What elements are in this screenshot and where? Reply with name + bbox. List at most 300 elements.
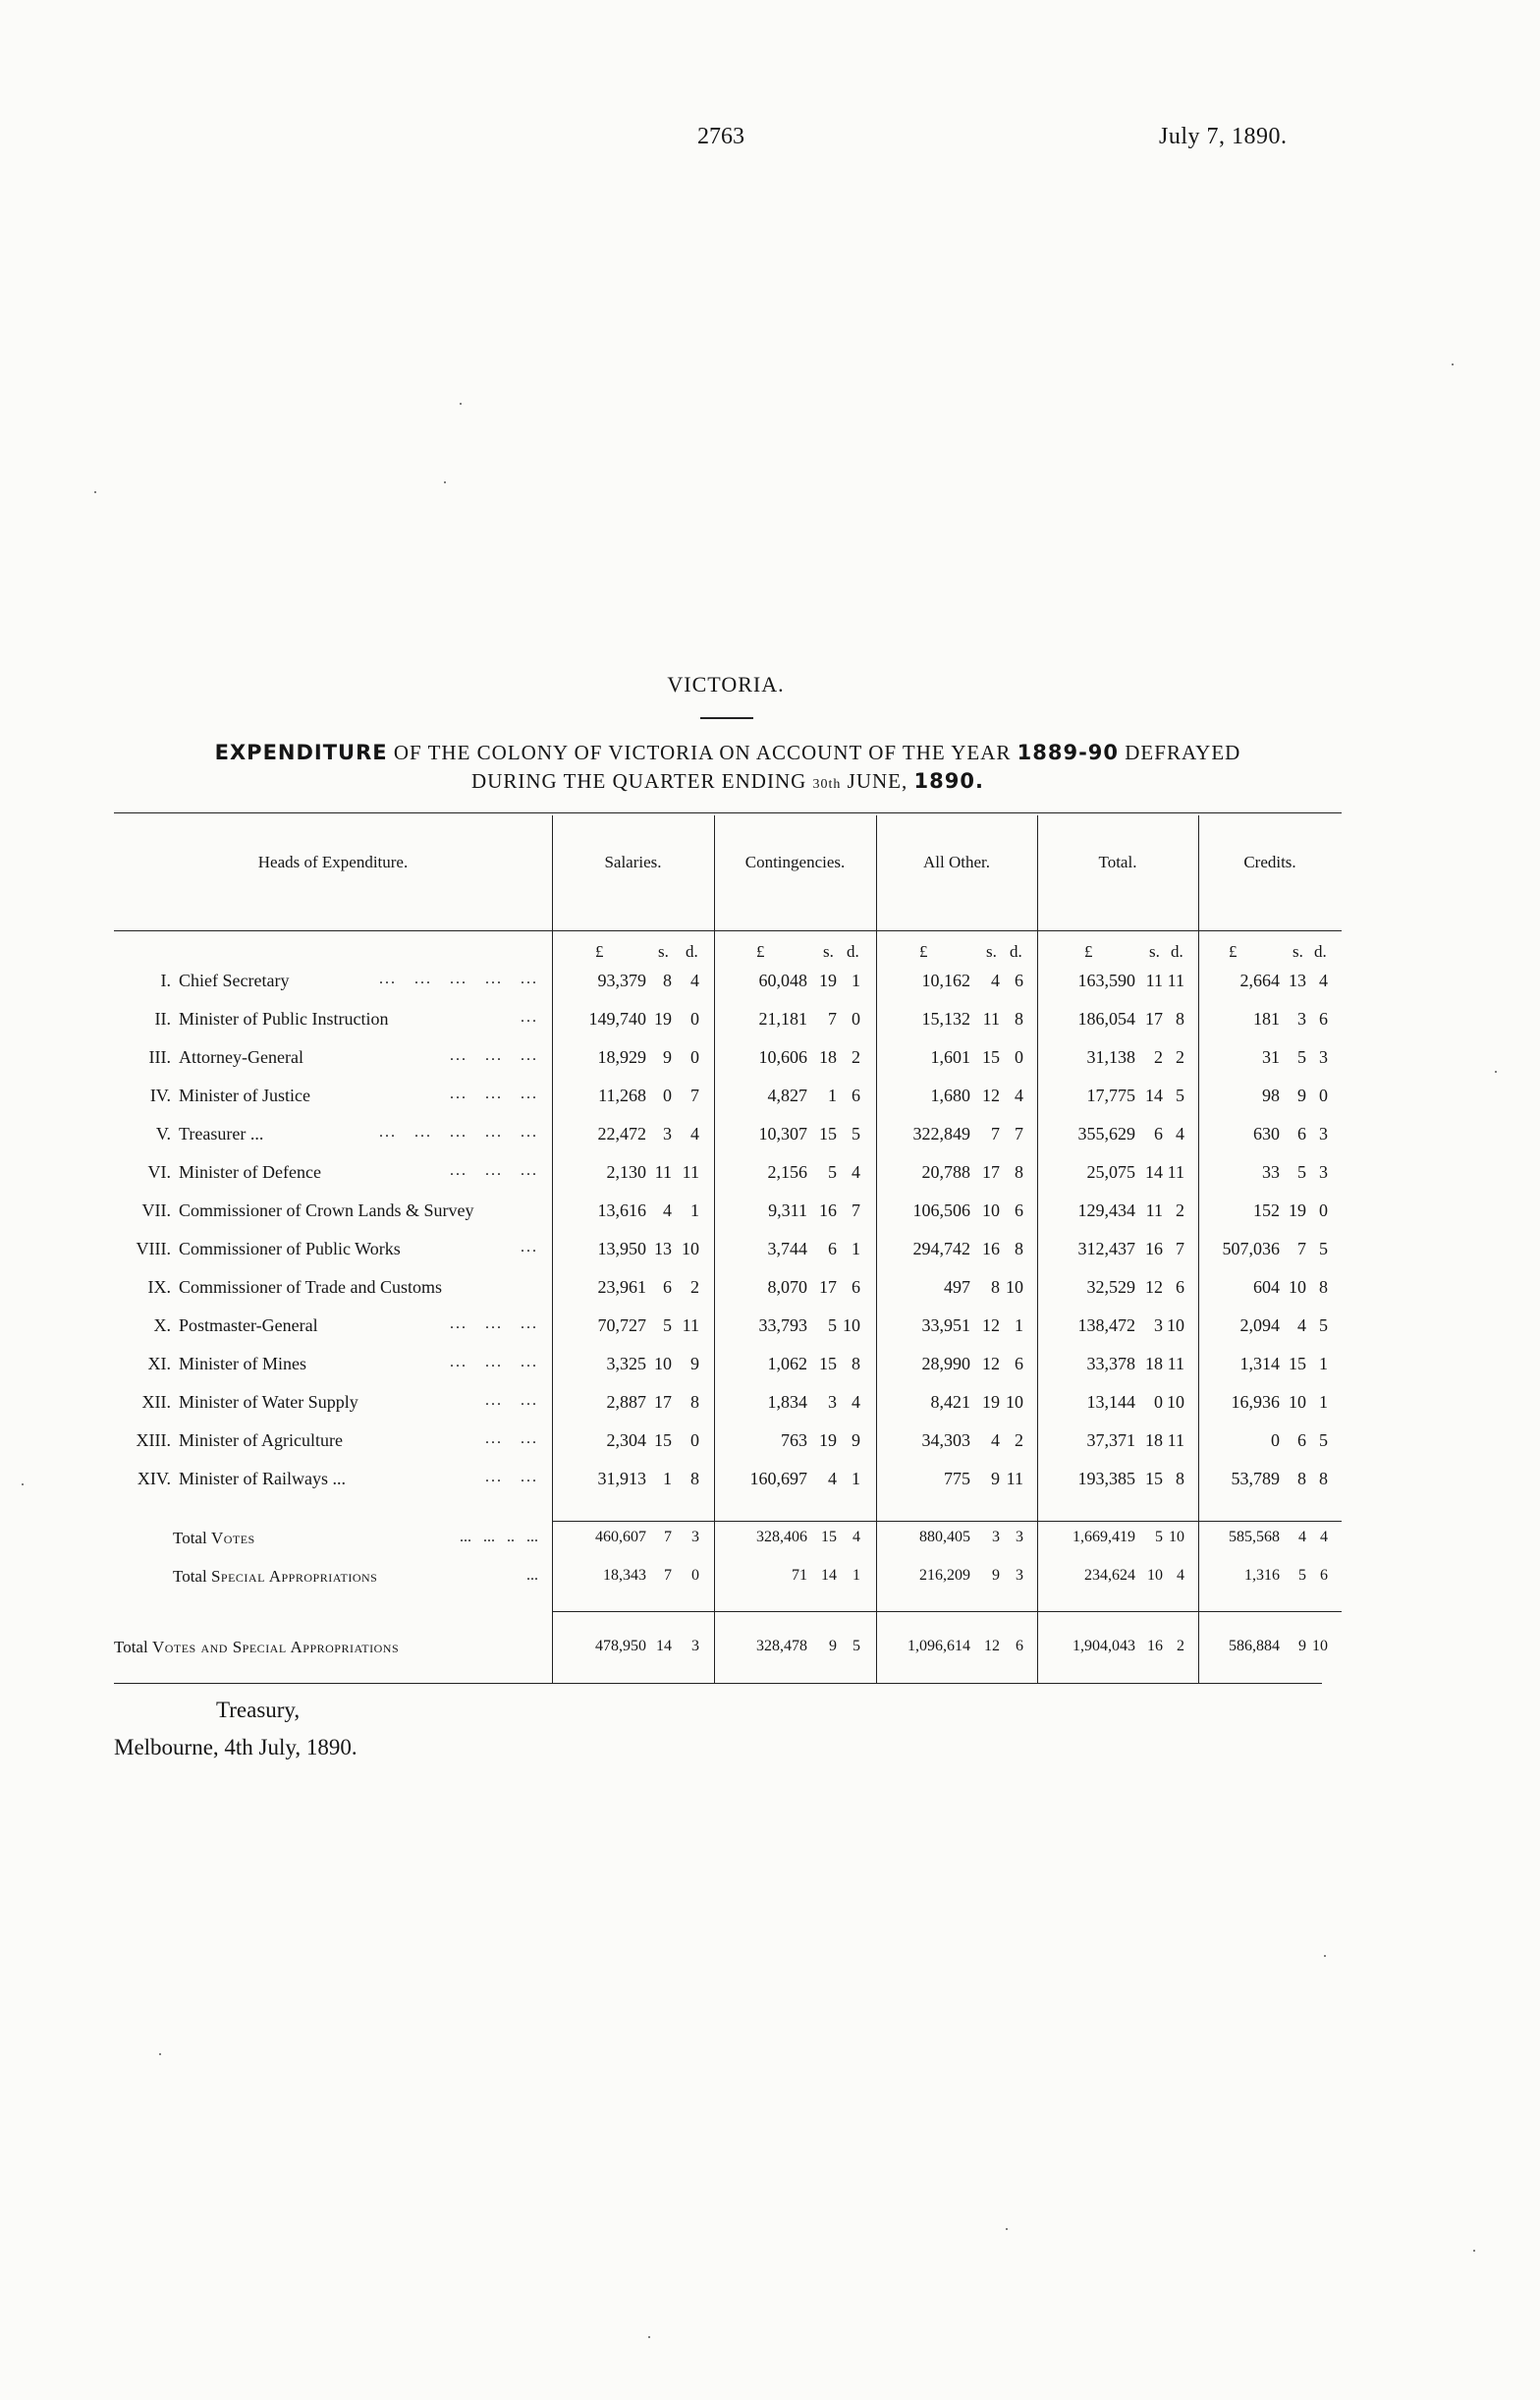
tot-pence: 10 [1167,1315,1184,1335]
tot-pence: 10 [1169,1529,1184,1545]
tot-pence: 2 [1176,1200,1184,1220]
oth-pence: 11 [1006,1469,1023,1488]
cred-shillings: 9 [1298,1638,1306,1654]
cred-shillings: 10 [1289,1277,1306,1297]
cred-pence: 8 [1319,1469,1328,1488]
sal-pounds: 2,887 [606,1392,646,1412]
con-pounds: 4,827 [767,1086,807,1105]
cred-shillings: 13 [1289,971,1306,990]
row-numeral: XI. [147,1354,171,1373]
tot-shillings: 18 [1145,1354,1163,1373]
totals-label-kind: Votes [210,1529,255,1547]
tot-pence: 7 [1176,1239,1184,1258]
con-pence: 1 [852,1567,860,1584]
tot-pounds: 17,775 [1086,1086,1135,1105]
pound-sign: £ [1229,942,1238,961]
tot-pounds: 31,138 [1086,1047,1135,1067]
scan-speck [1452,363,1454,365]
shilling-sign: s. [823,942,834,961]
pence-sign: d. [1010,942,1022,961]
row-leader-dots: ... ... ... [450,1162,538,1179]
sal-pounds: 23,961 [597,1277,646,1297]
sal-pence: 7 [690,1086,699,1105]
con-pounds: 71 [792,1567,807,1584]
cred-shillings: 10 [1289,1392,1306,1412]
sal-shillings: 14 [656,1638,672,1654]
con-pence: 4 [852,1392,860,1412]
oth-shillings: 9 [991,1469,1000,1488]
sal-shillings: 4 [663,1200,672,1220]
cred-pounds: 2,664 [1239,971,1280,990]
tot-pence: 11 [1167,1162,1184,1182]
oth-shillings: 10 [982,1200,1000,1220]
oth-pence: 1 [1015,1315,1023,1335]
grand-total-label [114,1638,399,1657]
tot-shillings: 11 [1145,1200,1163,1220]
scan-speck [22,1483,24,1485]
oth-pounds: 1,680 [930,1086,970,1105]
sal-pounds: 13,950 [597,1239,646,1258]
cred-pounds: 586,884 [1229,1638,1280,1654]
scan-speck [1473,2250,1475,2252]
tot-pounds: 37,371 [1086,1430,1135,1450]
con-pence: 5 [852,1124,860,1144]
signature-place-date: Melbourne, 4th July, 1890. [114,1735,358,1759]
sal-pounds: 13,616 [597,1200,646,1220]
pence-sign: d. [686,942,698,961]
sal-shillings: 6 [663,1277,672,1297]
sal-shillings: 1 [663,1469,672,1488]
sal-pence: 11 [682,1162,699,1182]
row-numeral: X. [153,1315,171,1335]
oth-shillings: 4 [991,1430,1000,1450]
sal-pence: 3 [691,1529,699,1545]
cred-pounds: 31 [1262,1047,1280,1067]
oth-shillings: 4 [991,971,1000,990]
cred-pounds: 507,036 [1222,1239,1280,1258]
con-shillings: 7 [828,1009,837,1029]
con-shillings: 19 [819,1430,837,1450]
sal-shillings: 0 [663,1086,672,1105]
oth-shillings: 3 [992,1529,1000,1545]
con-shillings: 18 [819,1047,837,1067]
con-pounds: 10,307 [758,1124,807,1144]
con-pounds: 328,406 [756,1529,807,1545]
con-shillings: 15 [819,1124,837,1144]
oth-pounds: 33,951 [921,1315,970,1335]
sal-shillings: 7 [664,1529,672,1545]
tot-pounds: 13,144 [1086,1392,1135,1412]
pence-sign: d. [1171,942,1183,961]
con-pounds: 1,834 [767,1392,807,1412]
con-pounds: 8,070 [767,1277,807,1297]
cred-shillings: 5 [1298,1567,1306,1584]
grand-total-kind: Votes and Special Appropriations [151,1638,400,1656]
con-shillings: 15 [821,1529,837,1545]
cred-pounds: 181 [1253,1009,1280,1029]
cred-shillings: 15 [1289,1354,1306,1373]
shilling-sign: s. [986,942,997,961]
cred-pence: 4 [1319,971,1328,990]
oth-pence: 0 [1015,1047,1023,1067]
sal-shillings: 15 [654,1430,672,1450]
con-pence: 7 [852,1200,860,1220]
sal-pounds: 11,268 [598,1086,646,1105]
row-numeral: VII. [141,1200,171,1220]
oth-pounds: 322,849 [912,1124,970,1144]
totals-label [173,1529,255,1548]
cred-pence: 5 [1319,1315,1328,1335]
tot-shillings: 6 [1154,1124,1163,1144]
row-head: Chief Secretary [179,971,290,990]
con-pounds: 160,697 [749,1469,807,1488]
cred-shillings: 6 [1297,1124,1306,1144]
tot-pounds: 129,434 [1077,1200,1135,1220]
cred-shillings: 9 [1297,1086,1306,1105]
sal-pence: 0 [691,1567,699,1584]
tot-pounds: 163,590 [1077,971,1135,990]
pound-sign: £ [919,942,928,961]
oth-pence: 10 [1006,1277,1023,1297]
cred-pence: 4 [1320,1529,1328,1545]
sal-pounds: 18,929 [597,1047,646,1067]
oth-pence: 3 [1016,1529,1023,1545]
oth-pence: 8 [1015,1239,1023,1258]
sal-shillings: 8 [663,971,672,990]
tot-shillings: 18 [1145,1430,1163,1450]
tot-shillings: 11 [1145,971,1163,990]
tot-pence: 6 [1176,1277,1184,1297]
row-head: Minister of Railways ... [179,1469,346,1488]
sal-pence: 4 [690,971,699,990]
col-credits: Credits. [1243,853,1296,871]
con-pence: 5 [852,1638,860,1654]
oth-pounds: 106,506 [912,1200,970,1220]
tot-pounds: 312,437 [1077,1239,1135,1258]
scan-speck [1495,1071,1497,1073]
sal-pounds: 3,325 [606,1354,646,1373]
oth-shillings: 19 [982,1392,1000,1412]
signature-treasury: Treasury, [216,1698,301,1722]
col-all-other: All Other. [923,853,990,871]
sal-shillings: 10 [654,1354,672,1373]
col-heads-of-expenditure: Heads of Expenditure. [257,853,409,871]
con-shillings: 16 [819,1200,837,1220]
cred-pounds: 33 [1262,1162,1280,1182]
con-pence: 4 [852,1529,860,1545]
tot-pounds: 1,669,419 [1072,1529,1135,1545]
header-bottom-rule [114,930,1342,931]
sal-shillings: 11 [654,1162,672,1182]
tot-pence: 8 [1176,1009,1184,1029]
tot-pounds: 33,378 [1086,1354,1135,1373]
row-numeral: V. [155,1124,171,1144]
page-date: July 7, 1890. [1159,124,1288,149]
sal-pounds: 93,379 [597,971,646,990]
sal-pounds: 31,913 [597,1469,646,1488]
con-pounds: 10,606 [758,1047,807,1067]
oth-pounds: 880,405 [919,1529,970,1545]
pound-sign: £ [595,942,604,961]
tot-shillings: 0 [1154,1392,1163,1412]
oth-pounds: 1,601 [930,1047,970,1067]
cred-pence: 6 [1320,1567,1328,1584]
con-pounds: 328,478 [756,1638,807,1654]
oth-pence: 6 [1015,1200,1023,1220]
heading-lead: EXPENDITURE [214,741,388,764]
cred-pence: 3 [1319,1047,1328,1067]
tot-pounds: 355,629 [1077,1124,1135,1144]
scan-speck [444,481,446,483]
row-head: Minister of Water Supply [179,1392,358,1412]
tot-pounds: 138,472 [1077,1315,1135,1335]
heading-month: JUNE, [847,769,908,793]
pence-sign: d. [1314,942,1327,961]
tot-shillings: 3 [1154,1315,1163,1335]
con-shillings: 4 [828,1469,837,1488]
cred-pence: 5 [1319,1239,1328,1258]
cred-pounds: 1,316 [1244,1567,1280,1584]
sal-pence: 4 [690,1124,699,1144]
con-shillings: 5 [828,1315,837,1335]
row-numeral: XIII. [136,1430,171,1450]
sal-shillings: 3 [663,1124,672,1144]
cred-pounds: 16,936 [1231,1392,1280,1412]
sal-pence: 9 [690,1354,699,1373]
tot-shillings: 16 [1147,1638,1163,1654]
con-pounds: 21,181 [758,1009,807,1029]
oth-pence: 6 [1016,1638,1023,1654]
oth-shillings: 15 [982,1047,1000,1067]
col-total: Total. [1098,853,1137,871]
oth-shillings: 9 [992,1567,1000,1584]
tot-pence: 2 [1176,1047,1184,1067]
shilling-sign: s. [1149,942,1160,961]
sal-pence: 11 [682,1315,699,1335]
cred-pence: 8 [1319,1277,1328,1297]
oth-pounds: 775 [944,1469,970,1488]
con-pounds: 2,156 [767,1162,807,1182]
sal-shillings: 17 [654,1392,672,1412]
con-pence: 4 [852,1162,860,1182]
sal-pence: 0 [690,1430,699,1450]
table-heading [114,739,1342,799]
totals-label-word: Total [173,1529,207,1547]
sal-pence: 8 [690,1392,699,1412]
row-leader-dots: ... ... ... [450,1047,538,1064]
oth-pence: 3 [1016,1567,1023,1584]
tot-pounds: 25,075 [1086,1162,1135,1182]
con-shillings: 6 [828,1239,837,1258]
cred-pence: 10 [1312,1638,1328,1654]
oth-pounds: 20,788 [921,1162,970,1182]
row-leader-dots: ... ... ... ... ... [379,971,538,987]
tot-pounds: 193,385 [1077,1469,1135,1488]
cred-shillings: 6 [1297,1430,1306,1450]
table-top-rule [114,812,1342,813]
con-pounds: 33,793 [758,1315,807,1335]
scan-speck [1006,2228,1008,2230]
sal-pence: 2 [690,1277,699,1297]
pound-sign: £ [1084,942,1093,961]
con-pence: 2 [852,1047,860,1067]
totals-label-kind: Special Appropriations [210,1567,378,1586]
tot-shillings: 10 [1147,1567,1163,1584]
scan-speck [94,491,96,493]
oth-pounds: 497 [944,1277,970,1297]
row-numeral: XIV. [137,1469,171,1488]
tot-pence: 11 [1167,1430,1184,1450]
row-numeral: VI. [147,1162,171,1182]
title-divider [700,717,753,719]
row-head: Commissioner of Trade and Customs [179,1277,443,1297]
con-pence: 6 [852,1086,860,1105]
row-leader-dots: ... ... .. ... [460,1529,538,1545]
sal-pounds: 2,304 [606,1430,646,1450]
pound-sign: £ [756,942,765,961]
oth-pence: 6 [1015,971,1023,990]
con-shillings: 9 [829,1638,837,1654]
row-head: Commissioner of Crown Lands & Survey [179,1200,474,1220]
oth-pounds: 15,132 [921,1009,970,1029]
con-pounds: 60,048 [758,971,807,990]
tot-pounds: 234,624 [1084,1567,1135,1584]
cred-pence: 6 [1319,1009,1328,1029]
oth-pence: 2 [1015,1430,1023,1450]
row-head: Attorney-General [179,1047,303,1067]
con-pence: 0 [852,1009,860,1029]
cred-pounds: 604 [1253,1277,1280,1297]
scan-speck [460,403,462,405]
con-shillings: 19 [819,971,837,990]
row-numeral: III. [148,1047,171,1067]
oth-pence: 6 [1015,1354,1023,1373]
con-pence: 10 [843,1315,860,1335]
tot-shillings: 15 [1145,1469,1163,1488]
tot-shillings: 5 [1155,1529,1163,1545]
page-number: 2763 [697,124,744,149]
tot-pence: 4 [1176,1124,1184,1144]
cred-pence: 3 [1319,1162,1328,1182]
sal-shillings: 9 [663,1047,672,1067]
sal-pence: 0 [690,1009,699,1029]
tot-pounds: 1,904,043 [1072,1638,1135,1654]
con-shillings: 17 [819,1277,837,1297]
oth-pence: 7 [1015,1124,1023,1144]
cred-shillings: 4 [1297,1315,1306,1335]
oth-shillings: 17 [982,1162,1000,1182]
oth-pence: 8 [1015,1162,1023,1182]
oth-pence: 8 [1015,1009,1023,1029]
oth-pounds: 1,096,614 [908,1638,970,1654]
oth-pence: 4 [1015,1086,1023,1105]
con-pounds: 3,744 [767,1239,807,1258]
sal-pounds: 18,343 [603,1567,646,1584]
cred-pence: 1 [1319,1392,1328,1412]
oth-pounds: 216,209 [919,1567,970,1584]
tot-pounds: 186,054 [1077,1009,1135,1029]
cred-pounds: 585,568 [1229,1529,1280,1545]
heading-line2-year: 1890. [913,769,984,793]
oth-shillings: 12 [984,1638,1000,1654]
con-shillings: 15 [819,1354,837,1373]
row-head: Commissioner of Public Works [179,1239,401,1258]
oth-pounds: 10,162 [921,971,970,990]
heading-day: 30th [812,777,842,792]
oth-shillings: 16 [982,1239,1000,1258]
con-shillings: 3 [828,1392,837,1412]
tot-shillings: 17 [1145,1009,1163,1029]
tot-shillings: 2 [1154,1047,1163,1067]
sal-pence: 3 [691,1638,699,1654]
sal-shillings: 7 [664,1567,672,1584]
con-shillings: 14 [821,1567,837,1584]
sal-pounds: 149,740 [588,1009,646,1029]
heading-line1-end: DEFRAYED [1125,741,1241,764]
con-pence: 9 [852,1430,860,1450]
tot-pence: 2 [1177,1638,1184,1654]
row-numeral: I. [160,971,171,990]
sal-pence: 8 [690,1469,699,1488]
heading-year: 1889-90 [1017,741,1120,764]
cred-shillings: 5 [1297,1047,1306,1067]
oth-pounds: 28,990 [921,1354,970,1373]
tot-pence: 10 [1167,1392,1184,1412]
shilling-sign: s. [658,942,669,961]
table-bottom-rule [114,1683,1322,1684]
oth-shillings: 12 [982,1315,1000,1335]
tot-shillings: 14 [1145,1086,1163,1105]
tot-pence: 11 [1167,971,1184,990]
row-leader-dots: ... [521,1009,538,1026]
row-head: Minister of Justice [179,1086,310,1105]
cred-pounds: 1,314 [1239,1354,1280,1373]
sal-pence: 0 [690,1047,699,1067]
tot-pence: 11 [1167,1354,1184,1373]
tot-pounds: 32,529 [1086,1277,1135,1297]
scan-speck [1324,1955,1326,1957]
cred-pence: 0 [1319,1200,1328,1220]
row-head: Minister of Mines [179,1354,306,1373]
state-title: VICTORIA. [667,672,785,697]
sal-pence: 1 [690,1200,699,1220]
tot-shillings: 12 [1145,1277,1163,1297]
con-shillings: 5 [828,1162,837,1182]
row-numeral: II. [154,1009,171,1029]
con-pounds: 1,062 [767,1354,807,1373]
row-leader-dots: ... [521,1239,538,1256]
scan-speck [159,2053,161,2055]
row-head: Treasurer ... [179,1124,264,1144]
cred-pounds: 53,789 [1231,1469,1280,1488]
col-contingencies: Contingencies. [744,853,846,871]
row-leader-dots: ... ... ... [450,1354,538,1370]
con-pence: 6 [852,1277,860,1297]
cred-shillings: 19 [1289,1200,1306,1220]
tot-pence: 8 [1176,1469,1184,1488]
sal-pounds: 478,950 [595,1638,646,1654]
row-leader-dots: ... [526,1567,538,1584]
sal-pounds: 460,607 [595,1529,646,1545]
heading-line2: DURING THE QUARTER ENDING [471,769,807,793]
oth-pounds: 34,303 [921,1430,970,1450]
shilling-sign: s. [1292,942,1303,961]
scan-speck [648,2336,650,2338]
cred-shillings: 5 [1297,1162,1306,1182]
cred-pounds: 0 [1271,1430,1280,1450]
cred-pence: 0 [1319,1086,1328,1105]
totals-label-word: Total [173,1567,207,1586]
